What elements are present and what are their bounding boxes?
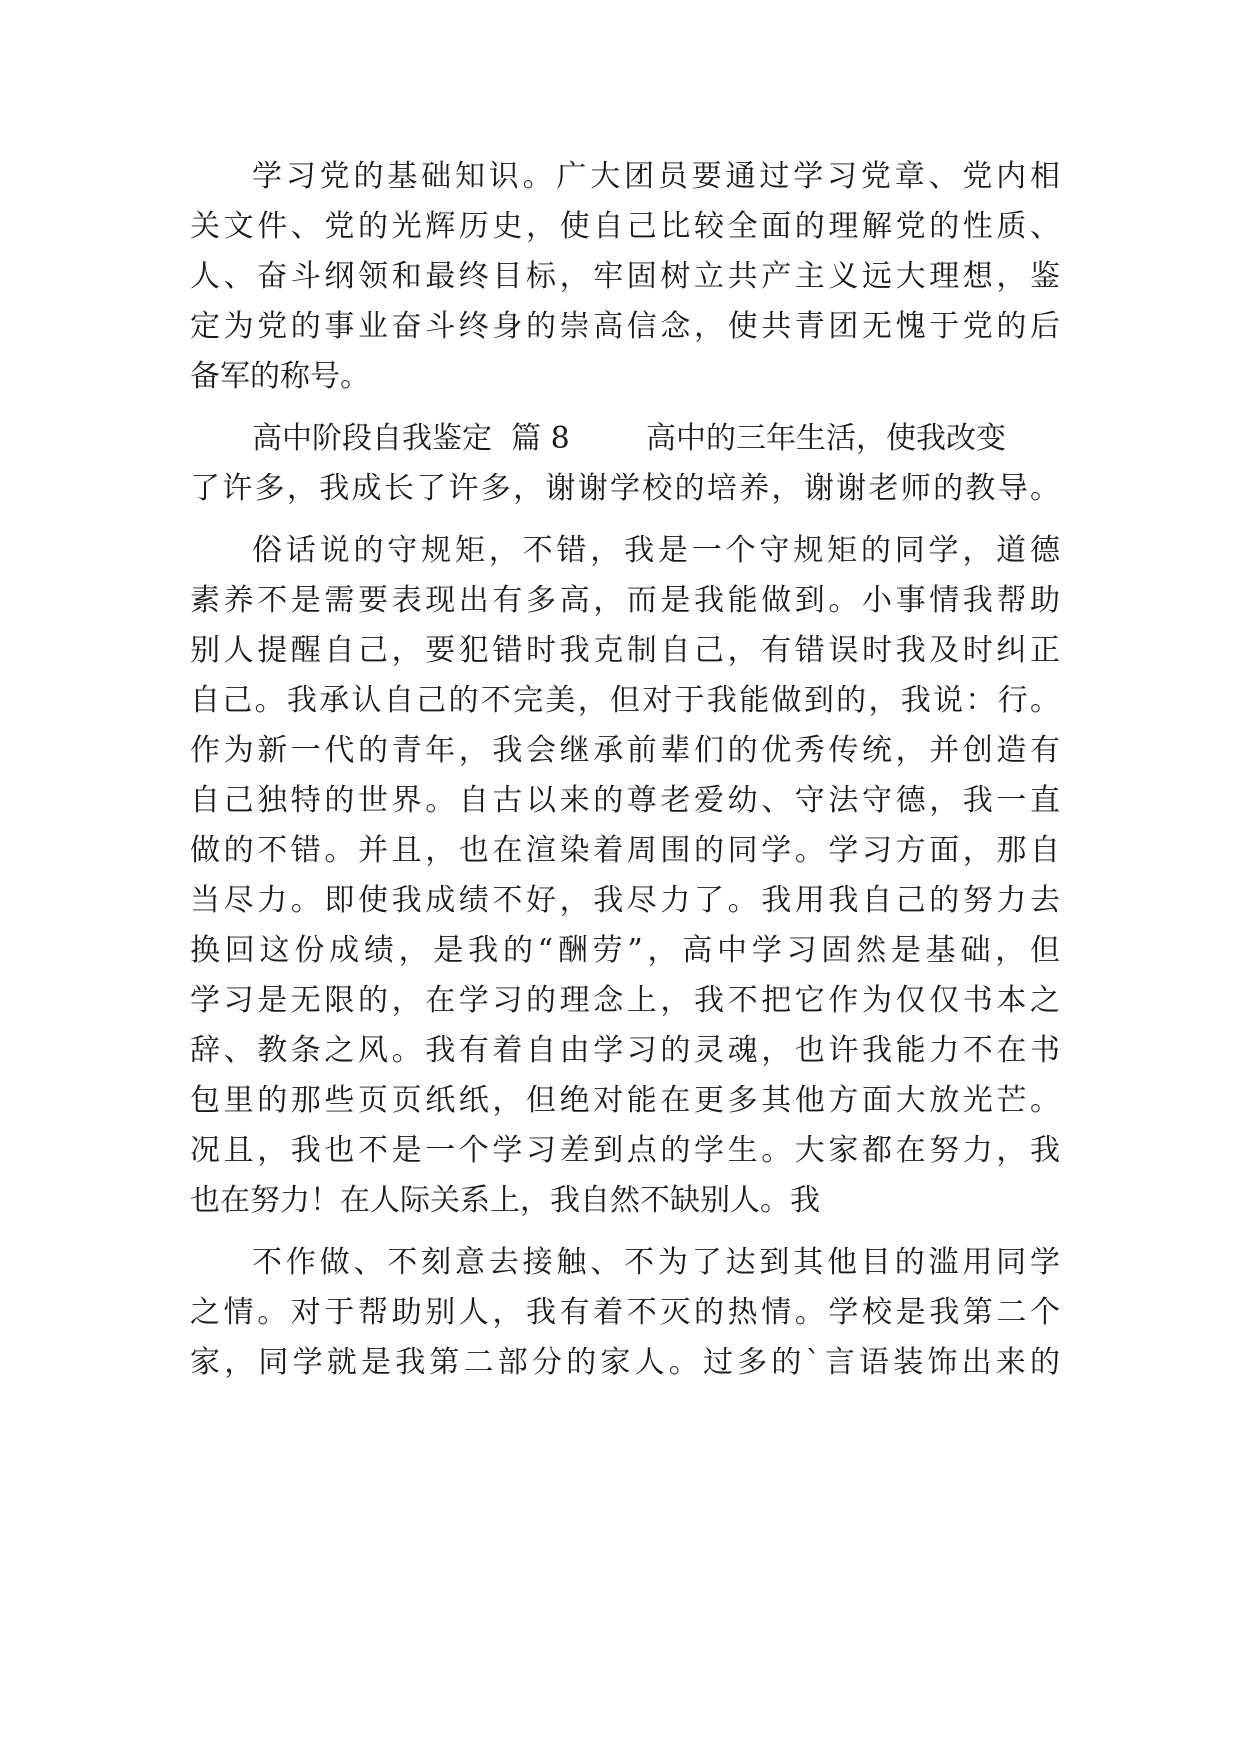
- text-line: 别人提醒自己，要犯错时我克制自己，有错误时我及时纠正: [190, 633, 1060, 668]
- text-line: 包里的那些页页纸纸，但绝对能在更多其他方面大放光芒。: [190, 1083, 1060, 1118]
- text-line: 学习是无限的，在学习的理念上，我不把它作为仅仅书本之: [190, 983, 1060, 1018]
- text-line: 作为新一代的青年，我会继承前辈们的优秀传统，并创造有: [190, 733, 1060, 768]
- text-line: 家，同学就是我第二部分的家人。过多的`言语装饰出来的: [190, 1345, 1060, 1380]
- text-line: 俗话说的守规矩，不错，我是一个守规矩的同学，道德: [252, 533, 1060, 568]
- text-line: 做的不错。并且，也在渲染着周围的同学。学习方面，那自: [190, 833, 1060, 868]
- paragraph-section-8-heading: [190, 414, 1060, 514]
- text-line: 了许多，我成长了许多，谢谢学校的培养，谢谢老师的教导。: [190, 471, 1060, 506]
- text-line: 辞、教条之风。我有着自由学习的灵魂，也许我能力不在书: [190, 1033, 1060, 1068]
- text-line: 之情。对于帮助别人，我有着不灭的热情。学校是我第二个: [190, 1295, 1060, 1330]
- section-heading-line: 高中阶段自我鉴定 篇 8 高中的三年生活，使我改变: [252, 421, 1006, 456]
- text-line: 素养不是需要表现出有多高，而是我能做到。小事情我帮助: [190, 583, 1060, 618]
- document-body: [190, 152, 1060, 1400]
- text-line: 学习党的基础知识。广大团员要通过学习党章、党内相: [252, 159, 1060, 194]
- text-line: 关文件、党的光辉历史，使自己比较全面的理解党的性质、: [190, 209, 1060, 244]
- text-line: 备军的称号。: [190, 359, 370, 394]
- text-line: 人、奋斗纲领和最终目标，牢固树立共产主义远大理想，鉴: [190, 259, 1060, 294]
- text-line: 定为党的事业奋斗终身的崇高信念，使共青团无愧于党的后: [190, 309, 1060, 344]
- text-line: 况且，我也不是一个学习差到点的学生。大家都在努力，我: [190, 1133, 1060, 1168]
- text-line: 也在努力！在人际关系上，我自然不缺别人。我: [190, 1183, 820, 1218]
- text-line: 换回这份成绩，是我的“酬劳”，高中学习固然是基础，但: [190, 933, 1060, 968]
- text-line: 自己。我承认自己的不完美，但对于我能做到的，我说：行。: [190, 683, 1060, 718]
- paragraph-self-assessment: [190, 526, 1060, 1226]
- text-line: 不作做、不刻意去接触、不为了达到其他目的滥用同学: [252, 1245, 1060, 1280]
- paragraph-party-knowledge: [190, 152, 1060, 402]
- paragraph-relationships: [190, 1238, 1060, 1388]
- text-line: 自己独特的世界。自古以来的尊老爱幼、守法守德，我一直: [190, 783, 1060, 818]
- text-line: 当尽力。即使我成绩不好，我尽力了。我用我自己的努力去: [190, 883, 1060, 918]
